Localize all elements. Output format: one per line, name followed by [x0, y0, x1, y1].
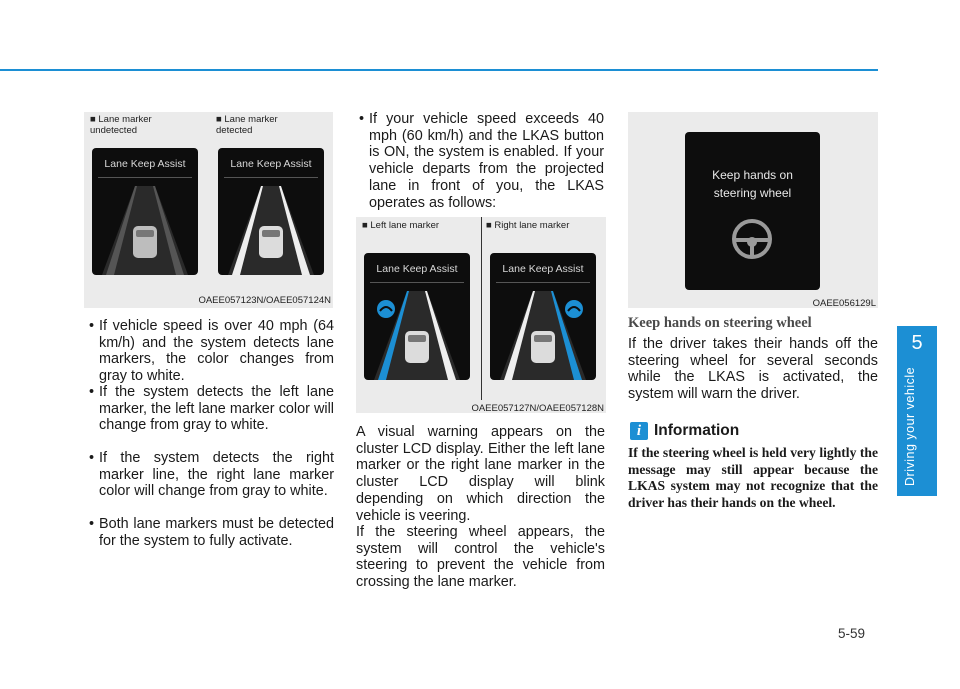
bullet-item: • If the system detects the left lane marker, the left lane marker color will change from gray to white. — [99, 384, 334, 434]
figure-code: OAEE057123N/OAEE057124N — [198, 295, 331, 306]
warning-line-1: Keep hands on — [712, 168, 793, 182]
bullet-item: • Both lane markers must be detected for the system to fully activate. — [99, 516, 334, 549]
caption-undetected: ■ Lane marker undetected — [90, 114, 152, 136]
page-number: 5-59 — [838, 626, 866, 641]
road-illustration — [490, 253, 596, 380]
bullet-item: • If vehicle speed is over 40 mph (64 km/h) and the system detects lane markers, the color changes from gray to white. — [99, 318, 334, 385]
paragraph-hands-off: If the driver takes their hands off the steering wheel for several seconds while the LKAS is activated, the system will warn the driver. — [628, 336, 878, 403]
bullet-item: • If your vehicle speed exceeds 40 mph (60 km/h) and the LKAS button is ON, the system is enabled. If your vehicle departs from the projected lane in front of you, the LKAS operates as follows: — [369, 111, 604, 211]
figure-lane-blink — [356, 217, 606, 413]
figure-keep-hands — [628, 112, 878, 308]
figure-lane-markers — [84, 112, 333, 308]
warning-line-2: steering wheel — [713, 186, 792, 200]
chapter-label: Driving your vehicle — [903, 366, 917, 486]
chapter-tab — [897, 326, 937, 496]
header-rule — [0, 69, 878, 71]
paragraph-steering-control: If the steering wheel appears, the system will control the vehicle's steering to prevent the vehicle from crossing the lane marker. — [356, 524, 605, 591]
info-icon: i — [630, 422, 648, 440]
lcd-screen-undetected — [92, 148, 198, 275]
lcd-title: Lane Keep Assist — [502, 263, 584, 275]
paragraph-visual-warning: A visual warning appears on the cluster LCD display. Either the left lane marker or the right lane marker in the cluster LCD display will blink depending on which direction the vehicle is veering. — [356, 424, 605, 524]
lcd-title: Lane Keep Assist — [230, 158, 312, 170]
figure-code: OAEE057127N/OAEE057128N — [471, 403, 604, 414]
caption-right-marker: ■ Right lane marker — [486, 220, 570, 231]
road-illustration — [92, 148, 198, 275]
lcd-screen-left — [364, 253, 470, 380]
lcd-screen-right — [490, 253, 596, 380]
road-illustration — [364, 253, 470, 380]
chapter-number: 5 — [911, 332, 923, 354]
lcd-screen-warning — [685, 132, 820, 290]
info-body: If the steering wheel is held very lightly the message may still appear because the LKAS system may not recognize that the driver has their hands on the wheel. — [628, 445, 878, 511]
lcd-title: Lane Keep Assist — [104, 158, 186, 170]
caption-left-marker: ■ Left lane marker — [362, 220, 440, 231]
road-illustration — [218, 148, 324, 275]
lcd-title: Lane Keep Assist — [376, 263, 458, 275]
bullet-item: • If the system detects the right marker line, the right lane marker color will change from gray to white. — [99, 450, 334, 500]
info-heading: Information — [654, 422, 740, 439]
section-heading: Keep hands on steering wheel — [628, 315, 812, 331]
steering-wheel-icon — [685, 132, 820, 290]
lcd-screen-detected — [218, 148, 324, 275]
figure-code: OAEE056129L — [812, 298, 876, 309]
caption-detected: ■ Lane marker detected — [216, 114, 278, 136]
